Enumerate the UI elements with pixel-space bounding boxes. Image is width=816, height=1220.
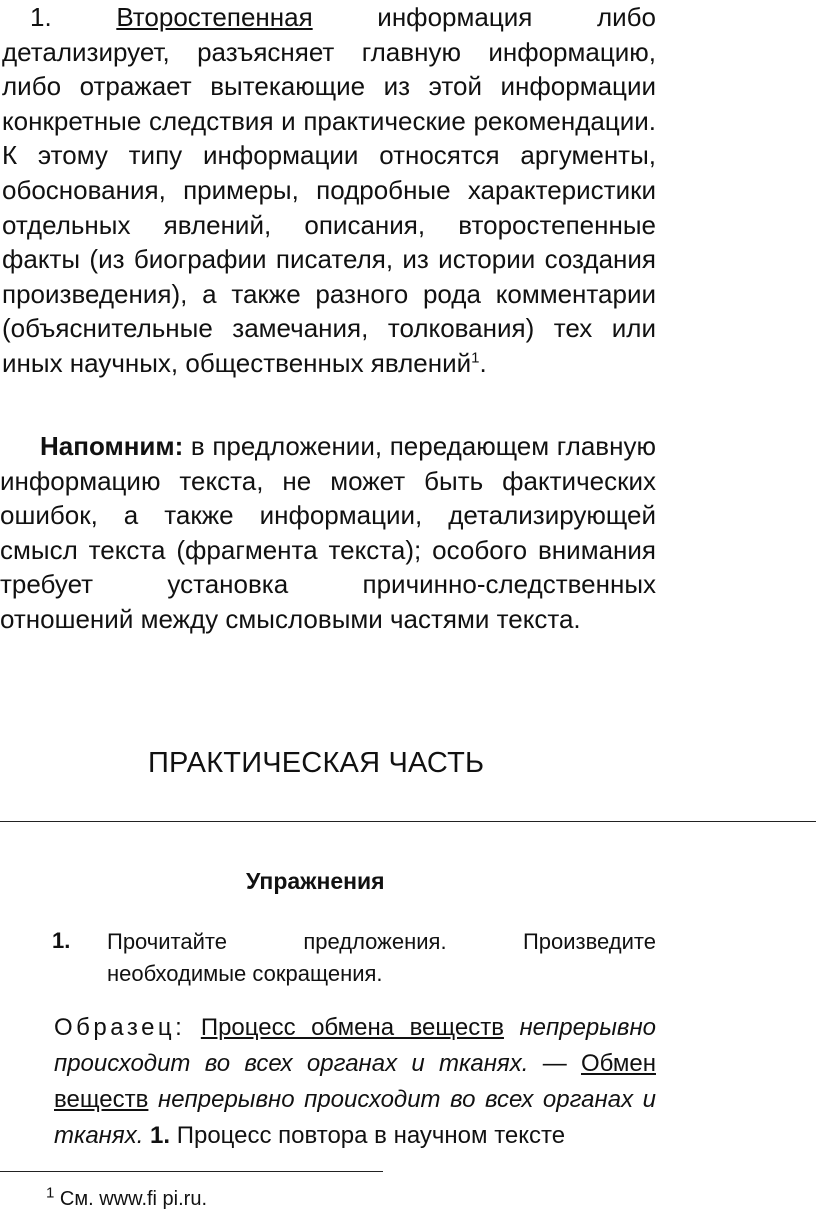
reminder-lead: Напомним:	[40, 431, 184, 461]
sample-label: Образец:	[54, 1014, 186, 1041]
underlined-term: Второстепенная	[116, 2, 313, 32]
section-title: ПРАКТИЧЕСКАЯ ЧАСТЬ	[148, 747, 485, 779]
paragraph-text: информация либо детализирует, разъясняет главную информацию, либо отражает вытекающие из этой информации конкретные следствия и практические рекомендации. К этому типу информации относятся аргументы, обоснования, примеры, подробные характеристики отдельных явлений, описания, второстепенные факты (из биографии писателя, из истории создания произведения), а также разного рода комментарии (объяснительные замечания, толкования) тех или иных научных, общественных явлений	[2, 2, 656, 378]
sample-underline-1: Процесс обмена веществ	[200, 1014, 504, 1041]
footnote-reference[interactable]: 1	[471, 349, 480, 367]
footnote	[46, 1186, 207, 1212]
sample-dash: —	[542, 1050, 567, 1077]
paragraph-secondary-info	[2, 0, 656, 381]
footnote-mark: 1	[46, 1184, 55, 1202]
sample-underline-2: Обмен веществ	[54, 1050, 656, 1113]
paragraph-reminder	[0, 429, 656, 637]
paragraph-number: 1.	[30, 2, 52, 32]
exercises-heading: Упражнения	[246, 868, 385, 894]
reminder-text: в предложении, передающем главную информацию текста, не может быть фактических ошибок, а также информации, детализирующей смысл текста (фрагмента текста); особого внимания требует установка причинно-следственных отношений между смысловыми частями текста.	[0, 431, 656, 634]
horizontal-divider	[0, 821, 816, 822]
exercise-number: 1.	[52, 928, 71, 953]
sample-item-text: Процесс повтора в научном тексте	[176, 1122, 566, 1149]
footnote-separator	[0, 1171, 383, 1172]
exercise-instruction: Прочитайте предложения. Произведите необходимые сокращения.	[107, 929, 656, 986]
sample-italic-1: непрерывно происходит во всех органах и тканях.	[54, 1014, 656, 1077]
sample-item-number: 1.	[150, 1122, 171, 1149]
paragraph-end: .	[479, 347, 487, 378]
sample-block	[54, 1010, 656, 1154]
footnote-text[interactable]: См. www.fi pi.ru.	[59, 1188, 208, 1210]
sample-italic-2: непрерывно происходит во всех органах и тканях.	[54, 1086, 657, 1149]
